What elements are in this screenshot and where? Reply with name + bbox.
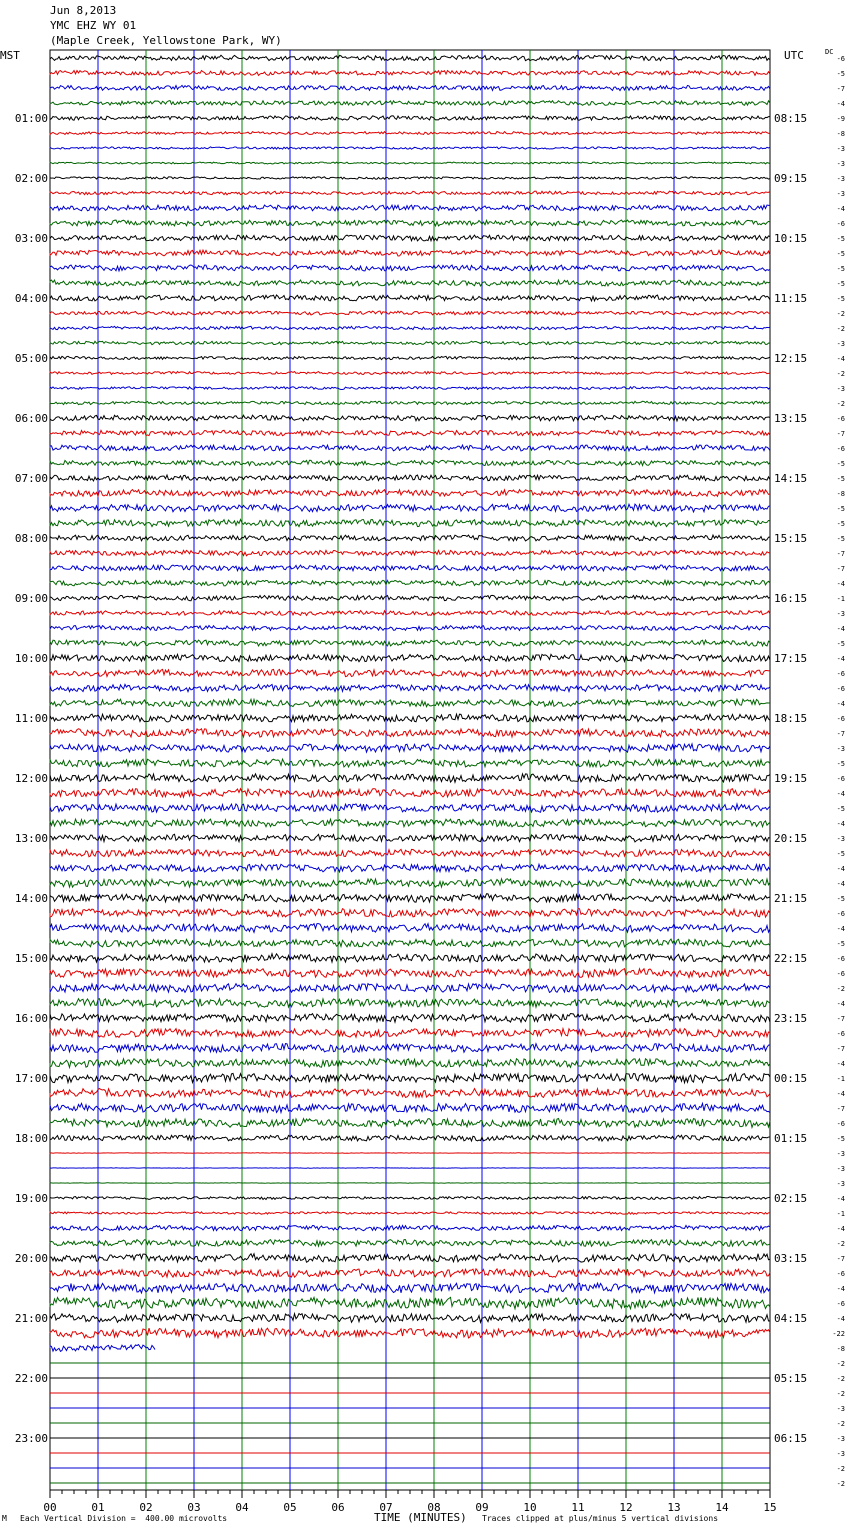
dc-offset-label: -4 — [836, 580, 845, 588]
x-tick-label: 15 — [763, 1501, 777, 1514]
dc-offset-label: -5 — [836, 295, 845, 303]
trace-line — [50, 699, 770, 706]
trace-line — [50, 372, 770, 375]
trace-line — [50, 177, 770, 179]
right-time-label: 03:15 — [774, 1252, 808, 1265]
x-tick-label: 00 — [43, 1501, 57, 1514]
dc-offset-label: -7 — [836, 85, 845, 93]
left-time-label: 06:00 — [14, 412, 48, 425]
dc-offset-label: -22 — [832, 1330, 845, 1338]
dc-offset-label: -8 — [836, 490, 845, 498]
left-time-label: 09:00 — [14, 592, 48, 605]
x-tick-label: 09 — [475, 1501, 489, 1514]
dc-offset-label: -2 — [836, 1480, 845, 1488]
dc-offset-label: -2 — [836, 1375, 845, 1383]
left-time-label: 05:00 — [14, 352, 48, 365]
dc-offset-label: -5 — [836, 895, 845, 903]
trace-line — [50, 1314, 770, 1323]
dc-offset-label: -6 — [836, 670, 845, 678]
trace-line — [50, 969, 770, 978]
trace-line — [50, 475, 770, 481]
dc-offset-label: -4 — [836, 655, 845, 663]
x-tick-label: 08 — [427, 1501, 441, 1514]
trace-line — [50, 147, 770, 149]
footer-mark: M — [2, 1514, 7, 1523]
right-time-label: 21:15 — [774, 892, 808, 905]
dc-offset-label: -3 — [836, 610, 845, 618]
right-time-label: 10:15 — [774, 232, 808, 245]
trace-line — [50, 415, 770, 421]
dc-offset-label: -6 — [836, 775, 845, 783]
chart-date: Jun 8,2013 — [50, 4, 117, 17]
left-time-label: 23:00 — [14, 1432, 48, 1445]
left-time-label: 18:00 — [14, 1132, 48, 1145]
dc-offset-label: -4 — [836, 1225, 845, 1233]
dc-offset-label: -5 — [836, 70, 845, 78]
trace-line — [50, 1044, 770, 1053]
left-time-label: 16:00 — [14, 1012, 48, 1025]
dc-offset-label: -4 — [836, 205, 845, 213]
dc-offset-label: -3 — [836, 745, 845, 753]
dc-offset-label: -5 — [836, 250, 845, 258]
x-tick-label: 01 — [91, 1501, 105, 1514]
dc-offset-label: -4 — [836, 1000, 845, 1008]
dc-offset-label: -7 — [836, 1015, 845, 1023]
x-tick-label: 12 — [619, 1501, 633, 1514]
dc-offset-label: -3 — [836, 1180, 845, 1188]
x-tick-label: 07 — [379, 1501, 393, 1514]
right-time-label: 08:15 — [774, 112, 808, 125]
left-time-label: 17:00 — [14, 1072, 48, 1085]
trace-line — [50, 132, 770, 135]
trace-line — [50, 1254, 770, 1262]
dc-offset-label: -3 — [836, 145, 845, 153]
trace-line — [50, 519, 770, 526]
dc-label: DC — [825, 48, 834, 56]
right-time-label: 06:15 — [774, 1432, 808, 1445]
left-time-label: 03:00 — [14, 232, 48, 245]
dc-offset-label: -6 — [836, 55, 845, 63]
trace-line — [50, 864, 770, 872]
left-time-label: 10:00 — [14, 652, 48, 665]
trace-line — [50, 205, 770, 211]
scale-note: Each Vertical Division = 400.00 microvolts — [20, 1514, 228, 1523]
trace-line — [50, 71, 770, 76]
left-time-label: 19:00 — [14, 1192, 48, 1205]
dc-offset-label: -4 — [836, 1195, 845, 1203]
trace-line — [50, 504, 770, 512]
x-tick-label: 10 — [523, 1501, 537, 1514]
trace-line — [50, 834, 770, 842]
right-time-label: 13:15 — [774, 412, 808, 425]
trace-line — [50, 759, 770, 767]
trace-line — [50, 804, 770, 812]
trace-line — [50, 430, 770, 435]
dc-offset-label: -3 — [836, 1450, 845, 1458]
trace-line — [50, 1269, 770, 1277]
dc-offset-label: -5 — [836, 760, 845, 768]
left-time-label: 07:00 — [14, 472, 48, 485]
left-time-label: 20:00 — [14, 1252, 48, 1265]
dc-offset-label: -5 — [836, 475, 845, 483]
dc-offset-label: -4 — [836, 355, 845, 363]
left-time-label: 13:00 — [14, 832, 48, 845]
dc-offset-label: -5 — [836, 235, 845, 243]
trace-line — [50, 356, 770, 359]
dc-offset-label: -6 — [836, 970, 845, 978]
dc-offset-label: -1 — [836, 595, 845, 603]
dc-offset-label: -8 — [836, 1345, 845, 1353]
trace-line — [50, 1103, 770, 1112]
trace-line — [50, 235, 770, 241]
dc-offset-label: -4 — [836, 880, 845, 888]
trace-line — [50, 1073, 770, 1082]
dc-offset-label: -8 — [836, 130, 845, 138]
dc-offset-label: -3 — [836, 1435, 845, 1443]
dc-offset-label: -4 — [836, 1315, 845, 1323]
dc-offset-label: -4 — [836, 820, 845, 828]
dc-offset-label: -4 — [836, 1090, 845, 1098]
left-time-label: 02:00 — [14, 172, 48, 185]
right-time-label: 01:15 — [774, 1132, 808, 1145]
dc-offset-label: -2 — [836, 1465, 845, 1473]
trace-line — [50, 654, 770, 661]
trace-line — [50, 789, 770, 798]
chart-station: YMC EHZ WY 01 — [50, 19, 137, 32]
dc-offset-label: -7 — [836, 430, 845, 438]
dc-offset-label: -2 — [836, 1420, 845, 1428]
dc-offset-label: -5 — [836, 805, 845, 813]
dc-offset-label: -6 — [836, 1300, 845, 1308]
trace-line — [50, 401, 770, 404]
left-time-label: 14:00 — [14, 892, 48, 905]
dc-offset-label: -3 — [836, 190, 845, 198]
trace-line — [50, 1014, 770, 1023]
dc-offset-label: -2 — [836, 310, 845, 318]
right-time-label: 11:15 — [774, 292, 808, 305]
dc-offset-label: -2 — [836, 325, 845, 333]
dc-offset-label: -6 — [836, 685, 845, 693]
x-tick-label: 03 — [187, 1501, 201, 1514]
trace-line — [50, 669, 770, 676]
dc-offset-label: -3 — [836, 175, 845, 183]
dc-offset-label: -2 — [836, 1240, 845, 1248]
dc-offset-label: -3 — [836, 1405, 845, 1413]
dc-offset-label: -6 — [836, 1120, 845, 1128]
dc-offset-label: -3 — [836, 835, 845, 843]
trace-line — [50, 1297, 770, 1308]
dc-offset-label: -4 — [836, 925, 845, 933]
dc-offset-label: -3 — [836, 1150, 845, 1158]
x-tick-label: 06 — [331, 1501, 345, 1514]
trace-line — [50, 909, 770, 918]
trace-line — [50, 250, 770, 256]
dc-offset-label: -5 — [836, 280, 845, 288]
dc-offset-label: -7 — [836, 1105, 845, 1113]
trace-line — [50, 640, 770, 646]
trace-line — [50, 387, 770, 390]
dc-offset-label: -7 — [836, 1255, 845, 1263]
trace-line — [50, 1345, 156, 1352]
trace-line — [50, 280, 770, 286]
trace-line — [50, 1119, 770, 1128]
dc-offset-label: -6 — [836, 955, 845, 963]
left-time-label: 01:00 — [14, 112, 48, 125]
trace-line — [50, 191, 770, 195]
dc-offset-label: -5 — [836, 265, 845, 273]
clip-note: Traces clipped at plus/minus 5 vertical divisions — [482, 1514, 719, 1523]
dc-offset-label: -5 — [836, 940, 845, 948]
dc-offset-label: -7 — [836, 550, 845, 558]
trace-line — [50, 1197, 770, 1200]
dc-offset-label: -6 — [836, 445, 845, 453]
dc-offset-label: -7 — [836, 1045, 845, 1053]
dc-offset-label: -5 — [836, 850, 845, 858]
dc-offset-label: -6 — [836, 1270, 845, 1278]
dc-offset-label: -3 — [836, 1165, 845, 1173]
dc-offset-label: -6 — [836, 715, 845, 723]
trace-line — [50, 101, 770, 106]
right-time-label: 00:15 — [774, 1072, 808, 1085]
dc-offset-label: -3 — [836, 160, 845, 168]
trace-line — [50, 1212, 770, 1214]
right-time-label: 15:15 — [774, 532, 808, 545]
trace-line — [50, 729, 770, 737]
dc-offset-label: -7 — [836, 730, 845, 738]
trace-line — [50, 326, 770, 329]
left-time-label: 15:00 — [14, 952, 48, 965]
trace-line — [50, 1029, 770, 1038]
trace-line — [50, 295, 770, 301]
left-time-label: 08:00 — [14, 532, 48, 545]
right-time-label: 16:15 — [774, 592, 808, 605]
trace-line — [50, 774, 770, 782]
dc-offset-label: -4 — [836, 865, 845, 873]
dc-offset-label: -2 — [836, 1390, 845, 1398]
right-time-label: 23:15 — [774, 1012, 808, 1025]
x-tick-label: 04 — [235, 1501, 249, 1514]
left-time-label: 12:00 — [14, 772, 48, 785]
trace-line — [50, 924, 770, 933]
dc-offset-label: -4 — [836, 1285, 845, 1293]
trace-line — [50, 116, 770, 120]
dc-offset-label: -4 — [836, 1060, 845, 1068]
trace-line — [50, 611, 770, 616]
trace-line — [50, 714, 770, 722]
dc-offset-label: -6 — [836, 910, 845, 918]
right-time-label: 19:15 — [774, 772, 808, 785]
right-time-label: 17:15 — [774, 652, 808, 665]
x-tick-label: 05 — [283, 1501, 297, 1514]
trace-line — [50, 535, 770, 541]
dc-offset-label: -5 — [836, 520, 845, 528]
dc-offset-label: -6 — [836, 415, 845, 423]
trace-line — [50, 684, 770, 691]
dc-offset-label: -5 — [836, 1135, 845, 1143]
trace-line — [50, 85, 770, 90]
trace-line — [50, 311, 770, 315]
trace-line — [50, 1328, 770, 1338]
dc-offset-label: -2 — [836, 985, 845, 993]
x-tick-label: 14 — [715, 1501, 729, 1514]
right-time-label: 05:15 — [774, 1372, 808, 1385]
right-time-label: 09:15 — [774, 172, 808, 185]
trace-line — [50, 490, 770, 497]
trace-line — [50, 879, 770, 887]
trace-line — [50, 1240, 770, 1247]
dc-offset-label: -2 — [836, 370, 845, 378]
trace-line — [50, 162, 770, 164]
dc-offset-label: -4 — [836, 700, 845, 708]
dc-offset-label: -1 — [836, 1075, 845, 1083]
dc-offset-label: -5 — [836, 505, 845, 513]
trace-line — [50, 1283, 770, 1293]
trace-line — [50, 445, 770, 451]
chart-location: (Maple Creek, Yellowstone Park, WY) — [50, 34, 282, 47]
trace-line — [50, 999, 770, 1007]
dc-offset-label: -9 — [836, 115, 845, 123]
dc-offset-label: -1 — [836, 1210, 845, 1218]
trace-line — [50, 341, 770, 344]
left-timezone-label: MST — [0, 49, 20, 62]
dc-offset-label: -5 — [836, 640, 845, 648]
dc-offset-label: -3 — [836, 385, 845, 393]
dc-offset-label: -4 — [836, 790, 845, 798]
dc-offset-label: -6 — [836, 1030, 845, 1038]
left-time-label: 04:00 — [14, 292, 48, 305]
dc-offset-label: -3 — [836, 340, 845, 348]
left-time-label: 22:00 — [14, 1372, 48, 1385]
trace-line — [50, 220, 770, 226]
trace-line — [50, 1168, 770, 1169]
dc-offset-label: -7 — [836, 565, 845, 573]
trace-line — [50, 580, 770, 586]
x-tick-label: 11 — [571, 1501, 585, 1514]
x-tick-label: 02 — [139, 1501, 153, 1514]
dc-offset-label: -4 — [836, 100, 845, 108]
trace-line — [50, 984, 770, 993]
right-time-label: 14:15 — [774, 472, 808, 485]
left-time-label: 21:00 — [14, 1312, 48, 1325]
right-time-label: 12:15 — [774, 352, 808, 365]
trace-line — [50, 626, 770, 631]
dc-offset-label: -5 — [836, 460, 845, 468]
dc-offset-label: -6 — [836, 220, 845, 228]
trace-line — [50, 55, 770, 60]
trace-line — [50, 894, 770, 902]
right-time-label: 20:15 — [774, 832, 808, 845]
x-tick-label: 13 — [667, 1501, 681, 1514]
trace-line — [50, 849, 770, 857]
trace-line — [50, 939, 770, 947]
trace-line — [50, 265, 770, 271]
trace-line — [50, 819, 770, 827]
dc-offset-label: -2 — [836, 1360, 845, 1368]
x-axis-title: TIME (MINUTES) — [374, 1511, 467, 1524]
trace-line — [50, 1225, 770, 1230]
dc-offset-label: -5 — [836, 535, 845, 543]
dc-offset-label: -2 — [836, 400, 845, 408]
left-time-label: 11:00 — [14, 712, 48, 725]
trace-line — [50, 460, 770, 465]
trace-line — [50, 595, 770, 600]
trace-line — [50, 550, 770, 555]
right-time-label: 04:15 — [774, 1312, 808, 1325]
trace-line — [50, 1059, 770, 1068]
trace-line — [50, 1135, 770, 1141]
trace-line — [50, 565, 770, 571]
right-time-label: 22:15 — [774, 952, 808, 965]
trace-line — [50, 1089, 770, 1098]
trace-line — [50, 954, 770, 962]
trace-line — [50, 744, 770, 752]
right-time-label: 02:15 — [774, 1192, 808, 1205]
right-timezone-label: UTC — [784, 49, 804, 62]
dc-offset-label: -4 — [836, 625, 845, 633]
right-time-label: 18:15 — [774, 712, 808, 725]
